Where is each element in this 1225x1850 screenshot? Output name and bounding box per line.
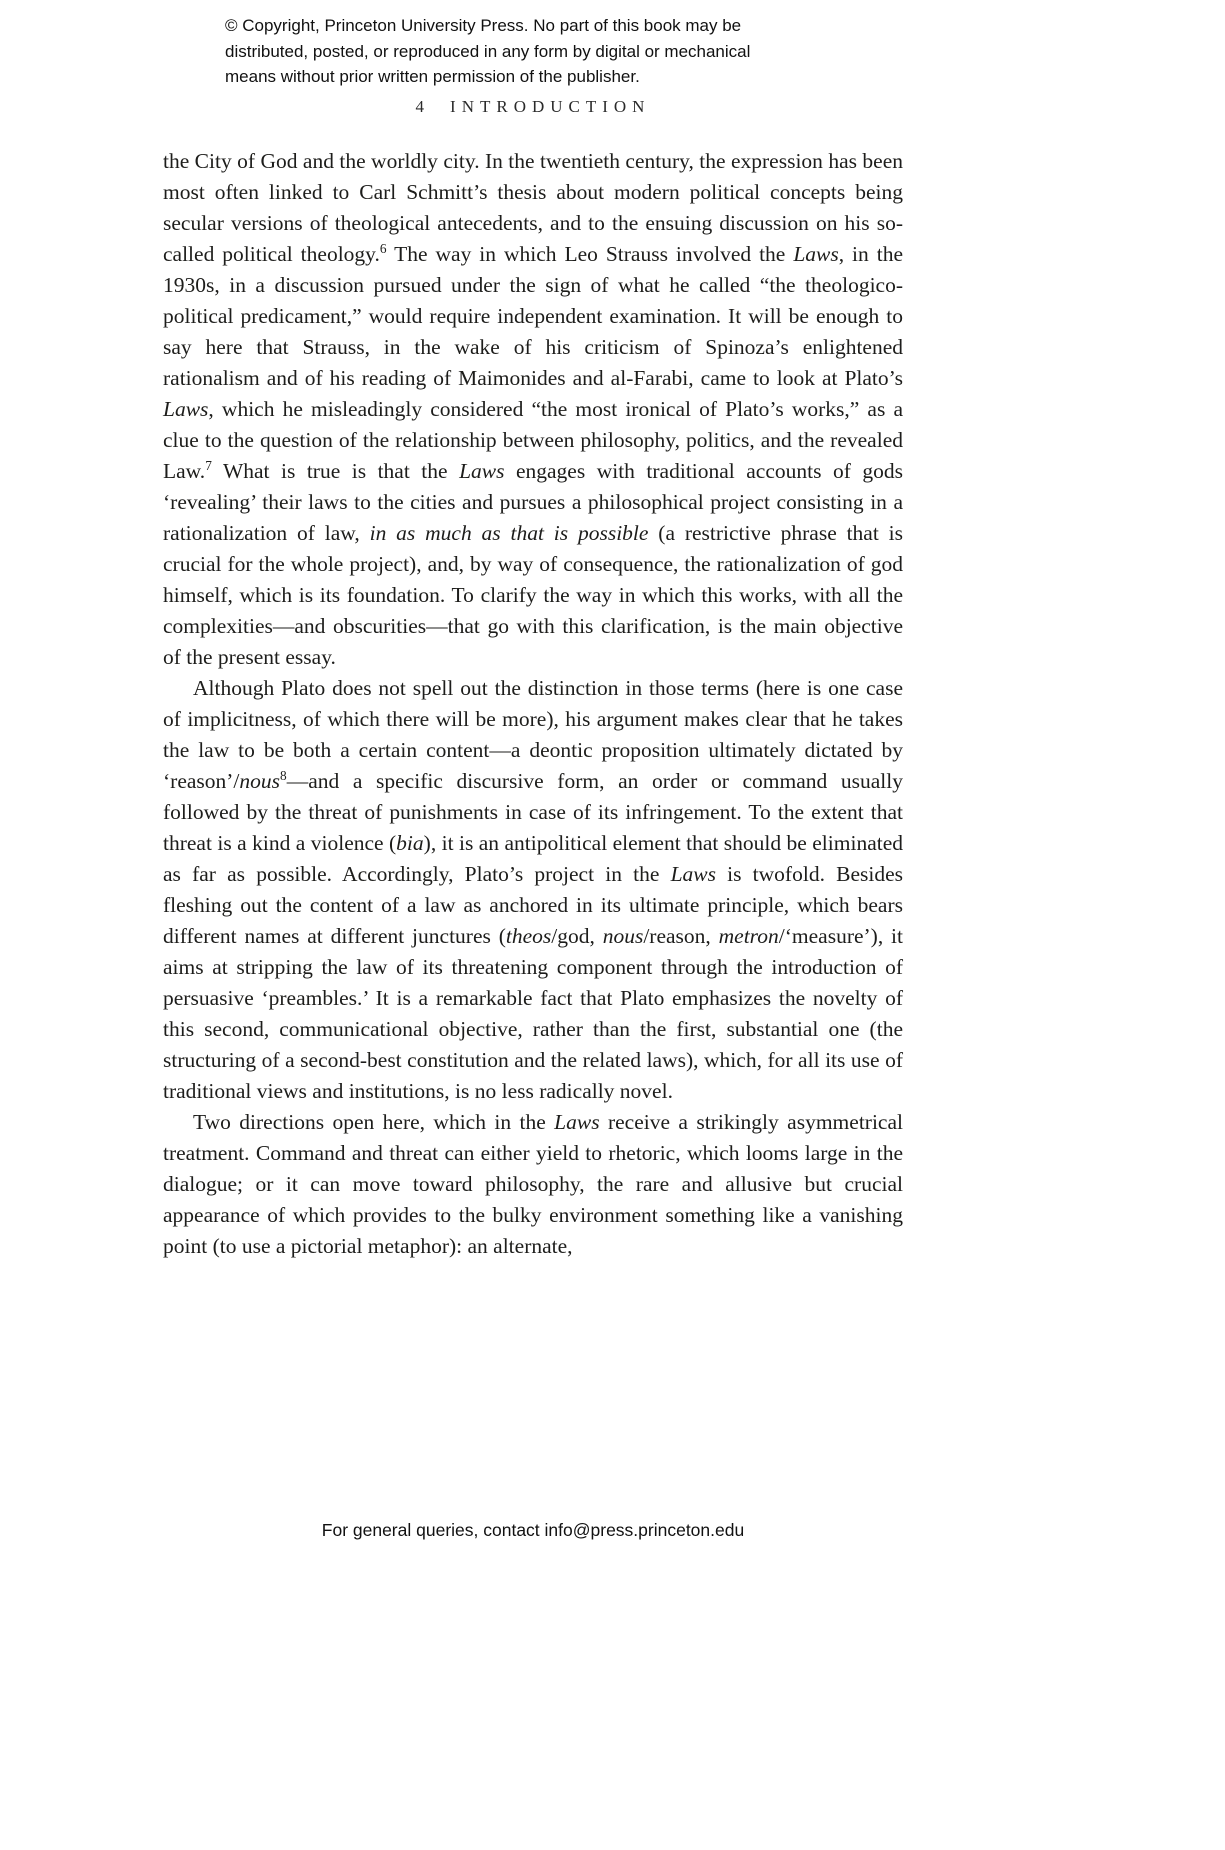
text-run: , which he misleadingly considered “the most ironical of Plato’s works,” as a clue to the question of the relationship between philosophy, politics, and the revealed Law.	[163, 397, 903, 483]
footnote-ref: 7	[205, 457, 212, 473]
copyright-line: distributed, posted, or reproduced in any form by digital or mechanical	[225, 41, 751, 61]
text-run: (a restrictive phrase that is crucial for the whole project), and, by way of consequence, the rationalization of god himself, which is its foundation. To clarify the way in which this works, with all the complexities—and obscurities—that go with this clarification, is the main objective of the present essay.	[163, 521, 903, 669]
footnote-ref: 8	[280, 767, 287, 783]
text-run: is twofold. Besides fleshing out the content of a law as anchored in its ultimate principle, which bears different names at different junctures (	[163, 862, 904, 948]
footnote-ref: 6	[379, 240, 387, 256]
text-run: Laws	[554, 1110, 600, 1134]
paragraph	[163, 673, 903, 1107]
page-header	[163, 97, 903, 117]
text-run: —and a specific discursive form, an order or command usually followed by the threat of punishments in case of its infringement. To the extent that threat is a kind a violence (	[163, 769, 903, 855]
text-run: bia	[396, 831, 424, 855]
text-run: Laws	[793, 242, 839, 266]
text-run: nous	[239, 769, 281, 793]
text-run: The way in which Leo Strauss involved the	[386, 242, 794, 266]
page-footer: For general queries, contact info@press.princeton.edu	[321, 1520, 745, 1540]
text-run: theos	[505, 924, 552, 948]
copyright-line: means without prior written permission of the publisher.	[225, 67, 640, 86]
text-run: nous	[602, 924, 644, 948]
text-run: /god,	[551, 924, 603, 948]
text-run: engages with traditional accounts of gods ‘revealing’ their laws to the cities and pursues a philosophical project consisting in a rationalization of law,	[163, 459, 903, 545]
text-run: /reason,	[643, 924, 719, 948]
text-run: the City of God and the worldly city. In the twentieth century, the expression has been most often linked to Carl Schmitt’s thesis about modern political concepts being secular versions of theological antecedents, and to the ensuing discussion on his so-called political theology.	[163, 149, 903, 266]
text-run: Laws	[163, 397, 209, 421]
body-text	[163, 146, 903, 1262]
text-run: Two directions open here, which in the	[193, 1110, 555, 1134]
text-run: Laws	[670, 862, 716, 886]
copyright-notice	[225, 13, 845, 90]
text-run: /‘measure’), it aims at stripping the law of its threatening component through the introduction of persuasive ‘preambles.’ It is a remarkable fact that Plato emphasizes the novelty of this second, communicational objective, rather than the first, substantial one (the structuring of a second-best constitution and the related laws), which, for all its use of traditional views and institutions, is no less radically novel.	[163, 924, 904, 1103]
text-run: in as much as that is possible	[369, 521, 649, 545]
paragraph	[163, 1107, 903, 1262]
text-run: What is true is that the	[211, 459, 460, 483]
text-run: metron	[718, 924, 779, 948]
running-title: INTRODUCTION	[450, 97, 651, 116]
text-run: Although Plato does not spell out the distinction in those terms (here is one case of implicitness, of which there will be more), his argument makes clear that he takes the law to be both a certain content—a deontic proposition ultimately dictated by ‘reason’/	[163, 676, 903, 793]
text-run: Laws	[459, 459, 505, 483]
paragraph	[163, 146, 903, 673]
copyright-line: © Copyright, Princeton University Press. No part of this book may be	[225, 16, 742, 35]
text-run: receive a strikingly asymmetrical treatment. Command and threat can either yield to rhetoric, which looms large in the dialogue; or it can move toward philosophy, the rare and allusive but crucial appearance of which provides to the bulky environment something like a vanishing point (to use a pictorial metaphor): an alternate,	[163, 1110, 903, 1258]
text-run: , in the 1930s, in a discussion pursued under the sign of what he called “the theologico-political predicament,” would require independent examination. It will be enough to say here that Strauss, in the wake of his criticism of Spinoza’s enlightened rationalism and of his reading of Maimonides and al-Farabi, came to look at Plato’s	[163, 242, 904, 390]
page-number: 4	[415, 97, 425, 116]
text-run: ), it is an antipolitical element that should be eliminated as far as possible. Accordingly, Plato’s project in the	[163, 831, 904, 886]
